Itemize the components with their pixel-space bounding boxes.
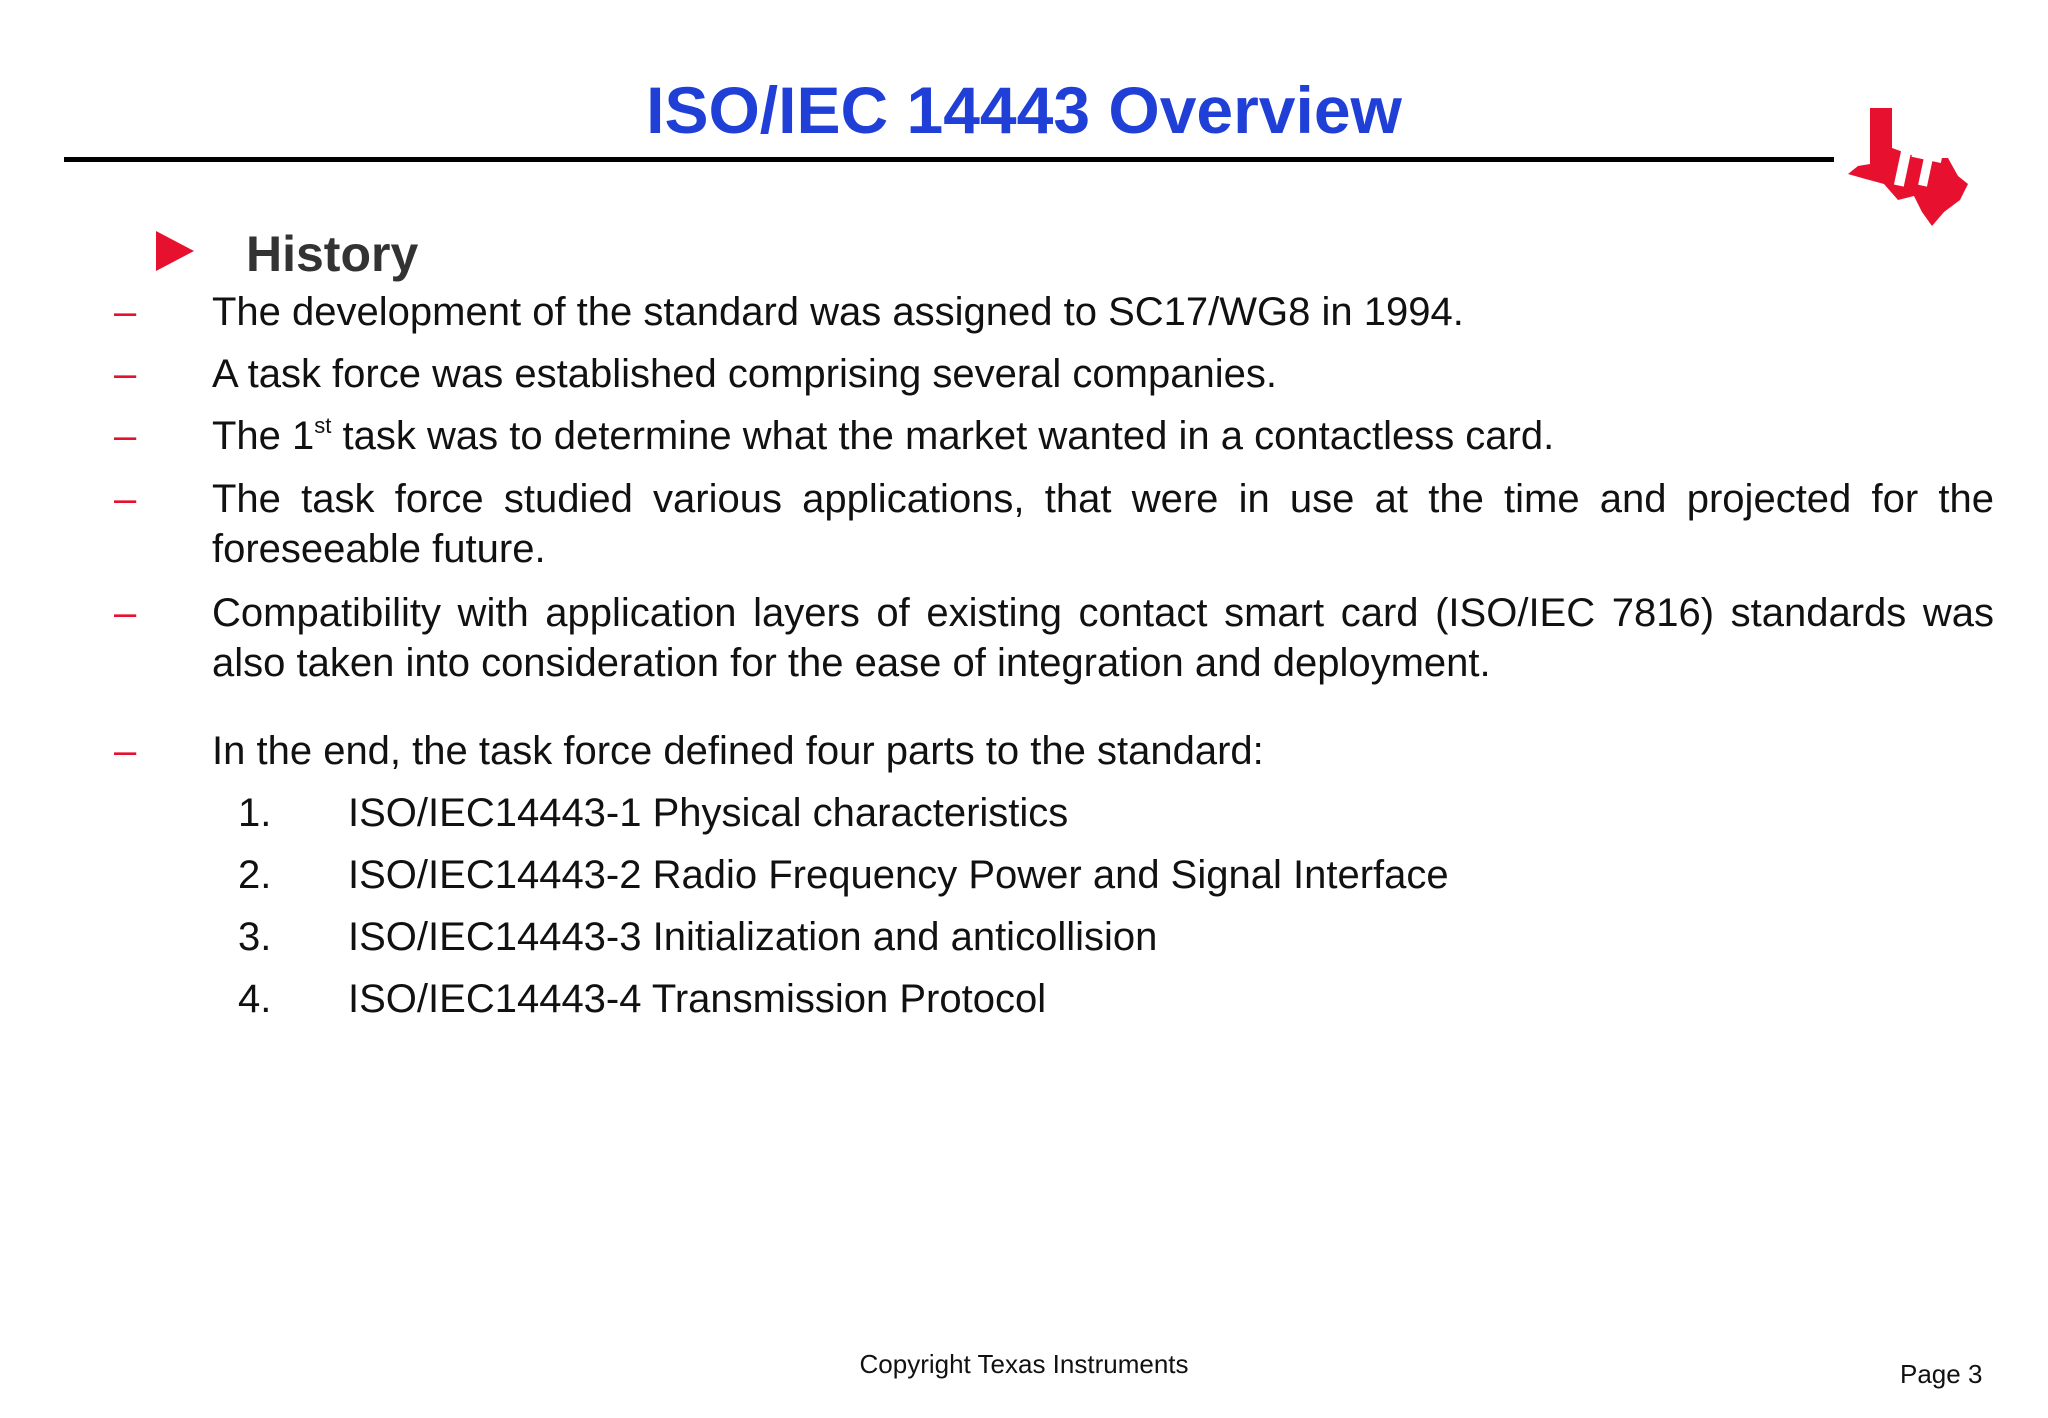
dash-marker: – bbox=[114, 477, 137, 521]
triangle-right-icon bbox=[156, 231, 194, 271]
ordinal-suffix: st bbox=[314, 413, 332, 438]
list-number: 1. bbox=[238, 791, 272, 835]
title-divider bbox=[64, 157, 1834, 162]
list-item bbox=[0, 788, 2048, 838]
dash-marker: – bbox=[114, 352, 137, 396]
page-number: Page 3 bbox=[1900, 1359, 1983, 1389]
bullet-text: A task force was established comprising several companies. bbox=[212, 352, 1277, 396]
bullet-text: The task force studied various applications, that were in use at the time and projected for the foreseeable future. bbox=[212, 477, 1994, 571]
bullet-text-start: The 1 bbox=[212, 414, 315, 458]
list-item-text: ISO/IEC14443-1 Physical characteristics bbox=[348, 791, 1069, 835]
list-number: 4. bbox=[238, 977, 272, 1021]
list-number: 3. bbox=[238, 915, 272, 959]
bullet-text: In the end, the task force defined four parts to the standard: bbox=[212, 729, 1264, 773]
list-item bbox=[0, 974, 2048, 1024]
list-item bbox=[0, 850, 2048, 900]
slide-title: ISO/IEC 14443 Overview bbox=[646, 73, 1402, 147]
list-number: 2. bbox=[238, 853, 272, 897]
list-item-text: ISO/IEC14443-4 Transmission Protocol bbox=[348, 977, 1047, 1021]
list-item-text: ISO/IEC14443-3 Initialization and anticollision bbox=[348, 915, 1158, 959]
dash-marker: – bbox=[114, 290, 137, 334]
dash-marker: – bbox=[114, 591, 137, 635]
texas-instruments-logo-icon bbox=[1848, 108, 1972, 226]
bullet-text-end: task was to determine what the market wanted in a contactless card. bbox=[331, 414, 1555, 458]
bullet-text: The development of the standard was assigned to SC17/WG8 in 1994. bbox=[212, 290, 1464, 334]
dash-marker: – bbox=[114, 729, 137, 773]
bullet-text: Compatibility with application layers of existing contact smart card (ISO/IEC 7816) standards was also taken into consideration for the ease of integration and deployment. bbox=[212, 591, 1994, 685]
list-item-text: ISO/IEC14443-2 Radio Frequency Power and Signal Interface bbox=[348, 853, 1449, 897]
section-heading: History bbox=[246, 226, 419, 282]
bullet-text bbox=[212, 411, 1994, 461]
footer-copyright: Copyright Texas Instruments bbox=[859, 1349, 1189, 1379]
list-item bbox=[0, 912, 2048, 962]
dash-marker: – bbox=[114, 414, 137, 458]
